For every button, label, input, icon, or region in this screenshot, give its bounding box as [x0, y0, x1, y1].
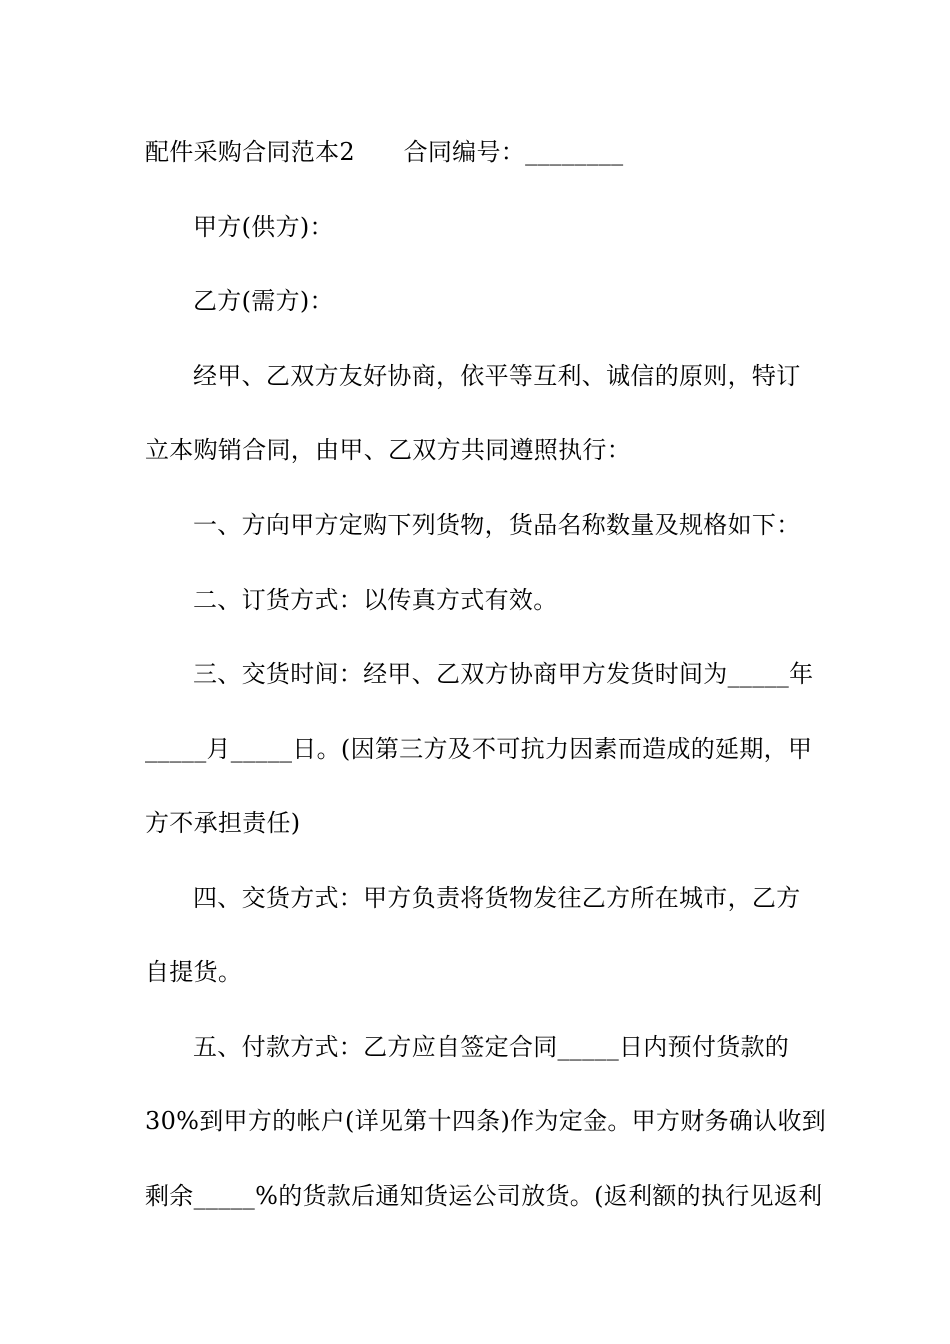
party-a-line: 甲方(供方)： — [193, 213, 334, 241]
title-line: 配件采购合同范本2 合同编号：________ — [145, 138, 624, 166]
paragraph-line: 立本购销合同，由甲、乙双方共同遵照执行： — [145, 436, 631, 464]
paragraph-line: 自提货。 — [145, 958, 243, 986]
clause-two-line: 二、订货方式：以传真方式有效。 — [193, 586, 558, 614]
paragraph-line: 经甲、乙双方友好协商，依平等互利、诚信的原则，特订 — [193, 362, 801, 390]
paragraph-line: 剩余_____%的货款后通知货运公司放货。(返利额的执行见返利 — [145, 1182, 823, 1210]
paragraph-line: 30%到甲方的帐户(详见第十四条)作为定金。甲方财务确认收到 — [145, 1107, 827, 1135]
clause-one-line: 一、方向甲方定购下列货物，货品名称数量及规格如下： — [193, 511, 801, 539]
clause-three-line: 三、交货时间：经甲、乙双方协商甲方发货时间为_____年 — [193, 660, 814, 688]
clause-five-line: 五、付款方式：乙方应自签定合同_____日内预付货款的 — [193, 1033, 790, 1061]
paragraph-line: _____月_____日。(因第三方及不可抗力因素而造成的延期，甲 — [145, 735, 813, 763]
clause-four-line: 四、交货方式：甲方负责将货物发往乙方所在城市，乙方 — [193, 884, 801, 912]
party-b-line: 乙方(需方)： — [193, 287, 334, 315]
paragraph-line: 方不承担责任) — [145, 809, 301, 837]
